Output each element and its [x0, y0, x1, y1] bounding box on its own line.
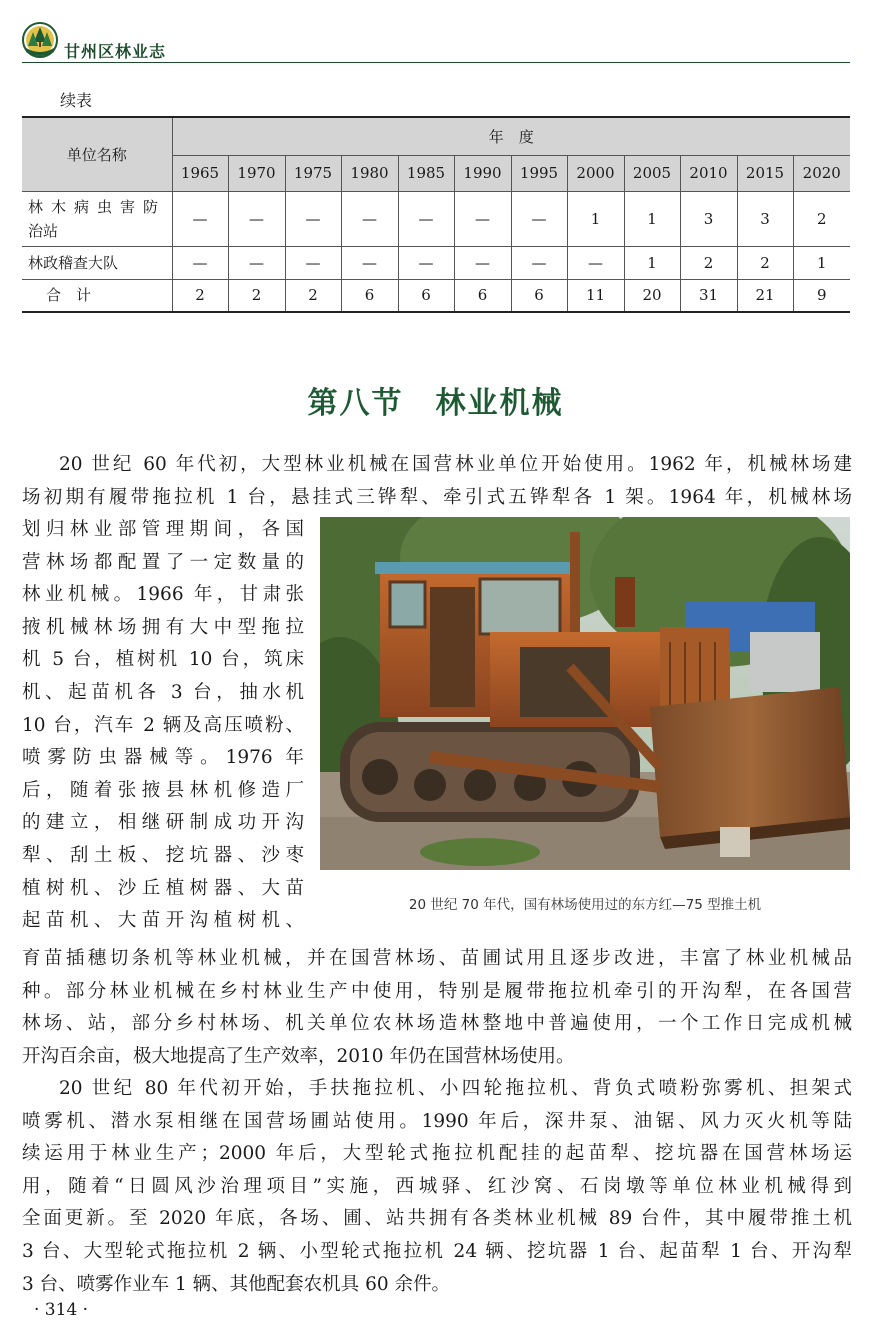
value-cell: 2	[228, 279, 285, 312]
text-line: 开沟百余亩，极大地提高了生产效率，2010 年仍在国营林场使用。	[22, 1045, 575, 1067]
year-cell: 1980	[341, 155, 398, 191]
year-cell: 2000	[567, 155, 624, 191]
value-cell: 20	[624, 279, 680, 312]
text-line: 10 台，汽车 2 辆及高压喷粉、	[22, 714, 304, 736]
text-line: 20 世纪 80 年代初开始，手扶拖拉机、小四轮拖拉机、背负式喷粉弥雾机、担架式	[59, 1078, 852, 1099]
year-cell: 1995	[511, 155, 567, 191]
value-cell: 6	[398, 279, 454, 312]
section-title: 第八节 林业机械	[307, 386, 564, 421]
value-cell: —	[398, 246, 454, 279]
total-name-cell: 合 计	[22, 279, 172, 312]
value-cell: 3	[737, 191, 793, 246]
text-line: 机、起苗机各 3 台，抽水机	[22, 681, 304, 703]
year-cell: 2005	[624, 155, 680, 191]
year-cell: 2015	[737, 155, 793, 191]
header-divider	[22, 62, 850, 63]
row-name-line: 治站	[28, 221, 59, 240]
year-cell: 1975	[285, 155, 341, 191]
bulldozer-image	[320, 517, 850, 870]
text-line: 机 5 台，植树机 10 台，筑床	[22, 649, 304, 671]
value-cell: —	[511, 246, 567, 279]
text-line: 喷雾防虫器械等。1976 年	[22, 747, 304, 769]
value-cell: 3	[680, 191, 737, 246]
photo-caption: 20 世纪 70 年代，国有林场使用过的东方红—75 型推土机	[408, 897, 762, 913]
value-cell: 6	[454, 279, 511, 312]
paragraph-1	[22, 449, 852, 514]
text-line: 3 台、喷雾作业车 1 辆、其他配套农机具 60 余件。	[22, 1273, 450, 1295]
value-cell: —	[511, 191, 567, 246]
text-line: 全面更新。至 2020 年底，各场、圃、站共拥有各类林业机械 89 台件，其中履带推土机	[22, 1208, 852, 1230]
text-line: 3 台、大型轮式拖拉机 2 辆、小型轮式拖拉机 24 辆、挖坑器 1 台、起苗犁 1 台、开沟犁	[22, 1240, 852, 1262]
value-cell: —	[172, 246, 228, 279]
text-line: 20 世纪 60 年代初，大型林业机械在国营林业单位开始使用。1962 年，机械林场建	[59, 454, 852, 475]
year-cell: 2010	[680, 155, 737, 191]
text-line: 续运用于林业生产；2000 年后，大型轮式拖拉机配挂的起苗犁、挖坑器在国营林场运	[22, 1143, 852, 1165]
text-line: 犁、刮土板、挖坑器、沙枣	[22, 844, 304, 866]
unit-year-table	[22, 116, 850, 313]
page-number: · 314 ·	[34, 1300, 89, 1320]
text-line: 起苗机、大苗开沟植树机、	[22, 910, 304, 932]
value-cell: 11	[567, 279, 624, 312]
value-cell: —	[172, 191, 228, 246]
text-line: 的建立，相继研制成功开沟	[22, 812, 304, 834]
text-line: 林业机械。1966 年，甘肃张	[22, 584, 304, 606]
row-name-line: 林木病虫害防	[28, 197, 162, 216]
value-cell: 31	[680, 279, 737, 312]
table-continued-label: 续表	[60, 91, 93, 110]
text-line: 育苗插穗切条机等林业机械，并在国营林场、苗圃试用且逐步改进，丰富了林业机械品	[22, 948, 852, 969]
value-cell: 1	[567, 191, 624, 246]
text-line: 喷雾机、潜水泵相继在国营场圃站使用。1990 年后，深井泵、油锯、风力灭火机等陆	[22, 1110, 852, 1132]
text-line: 场初期有履带拖拉机 1 台，悬挂式三铧犁、牵引式五铧犁各 1 架。1964 年，机械林场	[22, 486, 852, 508]
text-line: 植树机、沙丘植树器、大苗	[22, 877, 304, 899]
text-line: 后，随着张掖县林机修造厂	[22, 779, 304, 801]
year-cell: 1990	[454, 155, 511, 191]
value-cell: 2	[172, 279, 228, 312]
table-header-row	[22, 117, 850, 155]
value-cell: —	[341, 191, 398, 246]
value-cell: 9	[793, 279, 850, 312]
value-cell: —	[398, 191, 454, 246]
year-cell: 1965	[172, 155, 228, 191]
row-name-cell: 林政稽查大队	[22, 246, 172, 279]
text-line: 划归林业部管理期间，各国	[22, 519, 304, 540]
paragraph-1-wrap-column	[22, 514, 304, 938]
paragraph-2	[22, 1073, 852, 1301]
value-cell: 6	[341, 279, 398, 312]
value-cell: 6	[511, 279, 567, 312]
value-cell: —	[341, 246, 398, 279]
text-line: 林场、站，部分乡村林场、机关单位农林场造林整地中普遍使用，一个工作日完成机械	[22, 1013, 852, 1035]
year-cell: 2020	[793, 155, 850, 191]
table-row	[22, 279, 850, 312]
year-cell: 1985	[398, 155, 454, 191]
text-line: 营林场都配置了一定数量的	[22, 551, 304, 573]
bulldozer-photo	[320, 517, 850, 870]
unit-name-header: 单位名称	[22, 117, 172, 191]
value-cell: 1	[624, 191, 680, 246]
value-cell: —	[228, 246, 285, 279]
value-cell: —	[454, 191, 511, 246]
forestry-logo-icon	[22, 22, 58, 58]
value-cell: —	[285, 191, 341, 246]
text-line: 掖机械林场拥有大中型拖拉	[22, 616, 304, 638]
value-cell: 2	[285, 279, 341, 312]
value-cell: 21	[737, 279, 793, 312]
table-row	[22, 246, 850, 279]
text-line: 种。部分林业机械在乡村林业生产中使用，特别是履带拖拉机牵引的开沟犁，在各国营	[22, 980, 852, 1002]
value-cell: 2	[680, 246, 737, 279]
year-header: 年 度	[172, 117, 850, 155]
paragraph-1-continuation	[22, 943, 852, 1073]
value-cell: —	[228, 191, 285, 246]
value-cell: 1	[624, 246, 680, 279]
row-name-cell	[22, 191, 172, 246]
value-cell: —	[567, 246, 624, 279]
text-line: 用，随着“日圆风沙治理项目”实施，西城驿、红沙窝、石岗墩等单位林业机械得到	[22, 1175, 852, 1197]
book-title: 甘州区林业志	[64, 42, 167, 61]
table-row	[22, 191, 850, 246]
value-cell: 2	[737, 246, 793, 279]
year-cell: 1970	[228, 155, 285, 191]
value-cell: 2	[793, 191, 850, 246]
value-cell: 1	[793, 246, 850, 279]
value-cell: —	[285, 246, 341, 279]
value-cell: —	[454, 246, 511, 279]
page-header	[22, 22, 850, 64]
